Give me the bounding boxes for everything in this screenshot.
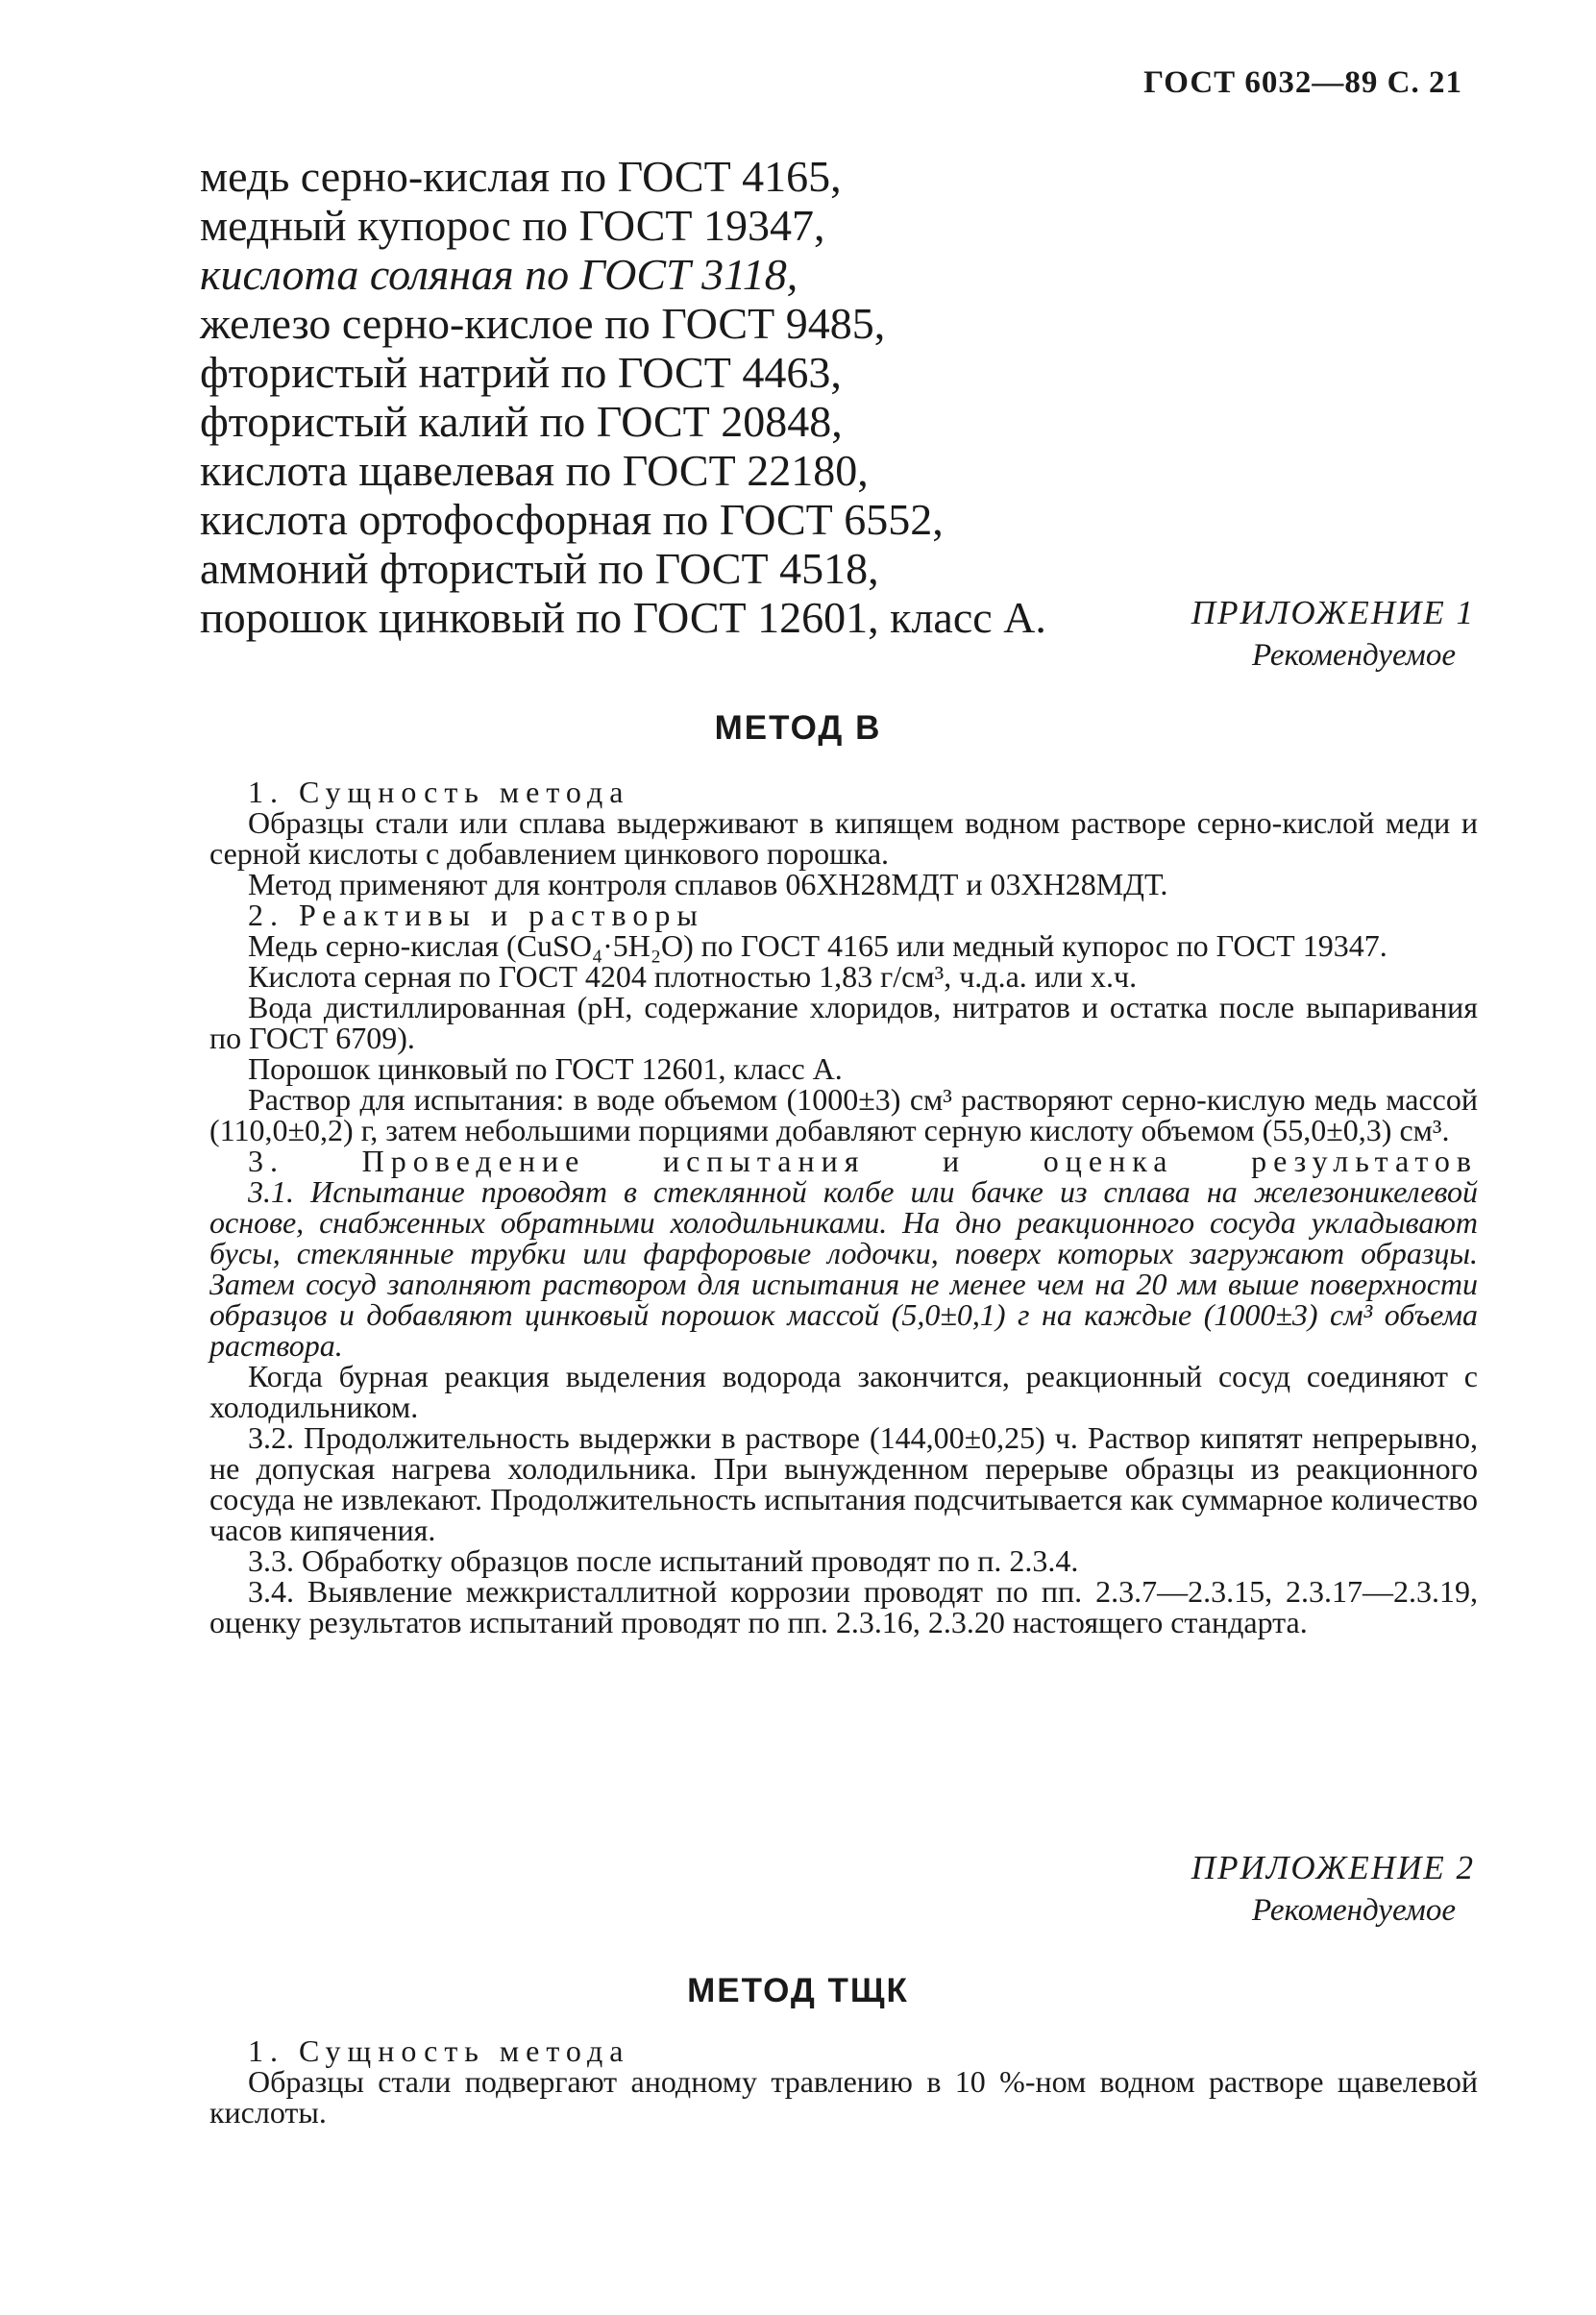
paragraph: Порошок цинковый по ГОСТ 12601, класс А.: [248, 1051, 843, 1086]
paragraph: [209, 1176, 1478, 1361]
list-item: медь серно-кислая по ГОСТ 4165,: [200, 152, 842, 201]
list-item: порошок цинковый по ГОСТ 12601, класс А.: [200, 593, 1046, 642]
paragraph: Образцы стали подвергают анодному травлению в 10 %-ном водном растворе щавелевой кислоты.: [209, 2064, 1478, 2130]
annex-status: Рекомендуемое: [1251, 638, 1456, 673]
list-item: аммоний фтористый по ГОСТ 4518,: [200, 544, 879, 593]
annex-2: [994, 1847, 1475, 1932]
annex-number: ПРИЛОЖЕНИЕ 2: [1191, 1849, 1475, 1886]
list-item: фтористый калий по ГОСТ 20848,: [200, 397, 843, 446]
annex-number: ПРИЛОЖЕНИЕ 1: [1191, 594, 1475, 631]
paragraph: Вода дистиллированная (рН, содержание хлоридов, нитратов и остатка после выпаривания по ГОСТ 6709).: [209, 990, 1478, 1055]
list-item: железо серно-кислое по ГОСТ 9485,: [200, 299, 886, 348]
paragraph: 3.3. Обработку образцов после испытаний проводят по п. 2.3.4.: [248, 1543, 1079, 1578]
paragraph: Раствор для испытания: в воде объемом (1000±3) см³ растворяют серно-кислую медь массой (110,0±0,2) г, затем небольшими порциями добавляют серную кислоту объемом (55,0±0,3) см³.: [209, 1082, 1478, 1147]
section-heading: 1. Сущность метода: [248, 2033, 630, 2068]
paragraph: 3.4. Выявление межкристаллитной коррозии проводят по пп. 2.3.7—2.3.15, 2.3.17—2.3.19, оценку результатов испытаний проводят по пп. 2.3.16, 2.3.20 настоящего стандарта.: [209, 1574, 1478, 1639]
annex-status: Рекомендуемое: [1251, 1893, 1456, 1928]
page-header: ГОСТ 6032—89 С. 21: [1143, 65, 1462, 100]
section-title: МЕТОД В: [714, 709, 882, 747]
section-heading: 2. Реактивы и растворы: [248, 898, 704, 932]
method-tshchk-body: [209, 2035, 1478, 2128]
list-item: кислота щавелевая по ГОСТ 22180,: [200, 446, 869, 495]
paragraph: Медь серно-кислая (CuSO₄·5H₂O) по ГОСТ 4165 или медный купорос по ГОСТ 19347.: [248, 928, 1387, 963]
method-b-body: [209, 776, 1478, 1638]
list-item: кислота соляная по ГОСТ 3118,: [200, 250, 798, 299]
annex-1: [994, 592, 1475, 677]
paragraph: Образцы стали или сплава выдерживают в кипящем водном растворе серно-кислой меди и серной кислоты с добавлением цинкового порошка.: [209, 805, 1478, 871]
section-heading: 3. Проведение испытания и оценка результатов: [248, 1144, 1478, 1178]
paragraph: Метод применяют для контроля сплавов 06ХН28МДТ и 03ХН28МДТ.: [248, 867, 1168, 901]
paragraph: 3.2. Продолжительность выдержки в растворе (144,00±0,25) ч. Раствор кипятят непрерывно, не допуская нагрева холодильника. При вынужденном перерыве образцы из реакционного сосуда не извлекают. Продолжительность испытания подсчитывается как суммарное количество часов кипячения.: [209, 1420, 1478, 1547]
paragraph: Кислота серная по ГОСТ 4204 плотностью 1,83 г/см³, ч.д.а. или х.ч.: [248, 959, 1138, 994]
section-heading: 1. Сущность метода: [248, 775, 630, 809]
chemical-list: [200, 152, 1353, 642]
paragraph: Когда бурная реакция выделения водорода закончится, реакционный сосуд соединяют с холодильником.: [209, 1359, 1478, 1424]
list-item: кислота ортофосфорная по ГОСТ 6552,: [200, 495, 944, 544]
list-item: медный купорос по ГОСТ 19347,: [200, 201, 825, 250]
section-title: МЕТОД ТЩК: [687, 1972, 909, 2009]
list-item: фтористый натрий по ГОСТ 4463,: [200, 348, 842, 397]
italic-paragraph-text: 3.1. Испытание проводят в стеклянной колбе или бачке из сплава на железоникелевой основе, снабженных обратными холодильниками. На дно реакционного сосуда укладывают бусы, стеклянные трубки или фарфоровые лодочки, поверх которых загружают образцы. Затем сосуд заполняют раствором для испытания не менее чем на 20 мм выше поверхности образцов и добавляют цинковый порошок массой (5,0±0,1) г на каждые (1000±3) см³ объема раствора.: [209, 1174, 1478, 1363]
